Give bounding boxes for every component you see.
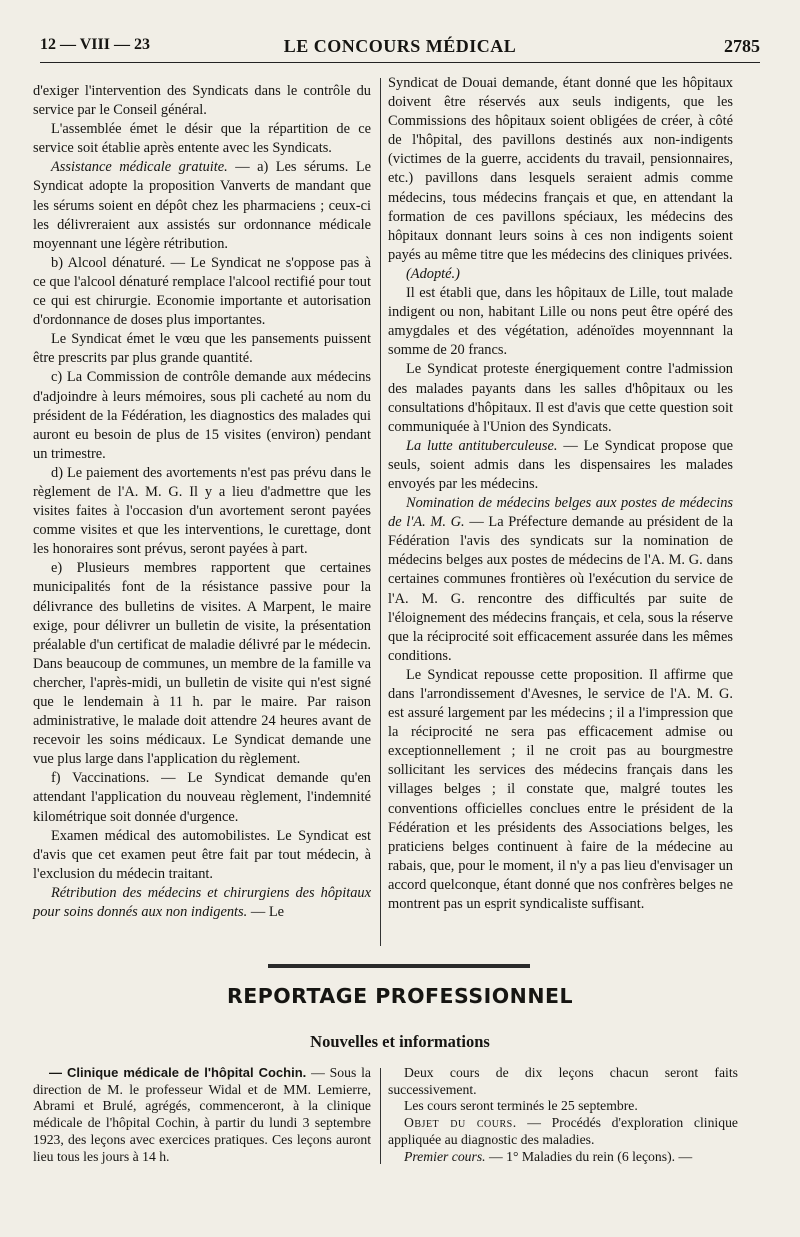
paragraph	[388, 265, 733, 284]
italic-heading: Assistance médicale gratuite.	[51, 159, 228, 176]
header-rule	[40, 62, 760, 63]
column-divider	[380, 78, 381, 946]
section-subtitle: Nouvelles et informations	[310, 1032, 490, 1051]
paragraph: Rétribution des médecins et chirurgiens des hôpitaux pour soins donnés aux non indigents. — Le	[33, 884, 371, 921]
paragraph: b) Alcool dénaturé. — Le Syndicat ne s'oppose pas à ce que l'alcool dénaturé remplace l'alcool rectifié pour tout ce qui est chirurgie. Economie importante et autorisation d'ordonnance de doses plus importantes.	[33, 254, 371, 329]
italic-heading: Nomination de médecins belges aux postes de médecins de l'A. M. G.	[388, 495, 733, 531]
journal-title: LE CONCOURS MÉDICAL	[283, 36, 517, 56]
paragraph: Le Syndicat repousse cette proposition. Il affirme que dans l'arrondissement d'Avesnes, le service de l'A. M. G. est assuré largement par les médecins ; il a l'impression que la réciprocité ne sera pas efficacement admise ou exceptionnellement ; il ne croit pas au bourgmestre sollicitant les services des médecins français dans les villages belges ; il constate que, malgré toutes les conventions officielles conclues entre le président de la Fédération et les présidents des Associations belges, les praticiens belges continuent à faire de la médecine au rabais, que, pour le moment, il n'y a pas lieu d'envisager un accord quelconque, étant donné que nos confrères belges ne montrent pas un esprit syndicaliste suffisant.	[388, 666, 733, 913]
news-lead: — Clinique médicale de l'hôpital Cochin.	[49, 1065, 307, 1080]
section-title: REPORTAGE PROFESSIONNEL	[226, 984, 574, 1008]
page-header	[40, 34, 760, 64]
paragraph: e) Plusieurs membres rapportent que certaines municipalités font de la résistance passive pour la délivrance des bulletins de visites. A Marpent, le maire exige, pour délivrer un bulletin de visite, la présentation préalable d'un certificat de maladie délivré par le médecin. Dans beaucoup de communes, un membre de la famille va chercher, l'après-midi, un bulletin de visite qui n'est signé que le lendemain à 11 h. par le maire. Par raison administrative, le malade doit attendre 24 heures avant de recevoir les soins médicaux. Le Syndicat demande une vue plus large dans l'application du règlement.	[33, 560, 371, 768]
news-right-column	[388, 1065, 738, 1165]
paragraph: f) Vaccinations. — Le Syndicat demande qu'en attendant l'application du nouveau règlement, l'indemnité kilométrique soit donnée d'urgence.	[33, 770, 371, 825]
paragraph: Il est établi que, dans les hôpitaux de Lille, tout malade indigent ou non, habitant Lille ou nons peut être opéré des amygdales et des végétation, adénoïdes moyennnant la somme de 20 francs.	[388, 285, 733, 359]
course-object-label: Objet du cours.	[404, 1115, 517, 1131]
paragraph: Premier cours. — 1° Maladies du rein (6 leçons). —	[404, 1148, 693, 1164]
folio: 12 — VIII — 23	[40, 36, 150, 53]
paragraph: c) La Commission de contrôle demande aux médecins d'adjoindre à leurs mémoires, sous pli cacheté au nom du président de la Fédération, les diagnostics des malades qui auront eu besoin de plus de 15 visites (environ) pendant un trimestre.	[33, 369, 371, 462]
paragraph: Deux cours de dix leçons chacun seront faits successivement.	[388, 1065, 738, 1097]
paragraph: La lutte antituberculeuse. — Le Syndicat propose que seuls, soient admis dans les dispensaires les malades envoyés par les médecins.	[388, 437, 733, 492]
paragraph: Le Syndicat émet le vœu que les pansements puissent être prescrits par plus grande quantité.	[33, 331, 371, 367]
paragraph: Objet du cours. — Procédés d'exploration clinique appliquée au diagnostic des maladies.	[388, 1115, 738, 1147]
paragraph: Assistance médicale gratuite. — a) Les sérums. Le Syndicat adopte la proposition Vanverts de mandant que les sérums soient en dépôt chez les pharmaciens ; ceux-ci les délivreraient aux assistés sur ordonnance médicale moyennant une légère rétribution.	[33, 159, 371, 252]
paragraph: Examen médical des automobilistes. Le Syndicat est d'avis que cet examen peut être fait par tout médecin, à l'exclusion du médecin traitant.	[33, 827, 371, 882]
paragraph: Syndicat de Douai demande, étant donné que les hôpitaux doivent être réservés aux seuls indigents, que les Commissions des hôpitaux soient obligées de créer, à côté de l'hôpital, des pavillons destinés aux non-indigents (victimes de la guerre, accidents du travail, pensionnaires, etc.) pavillons dans lesquels seraient admis comme médecins, tous médecins français et que, en attendant la formation de ces pavillons spéciaux, les médecins des hôpitaux donnant leurs soins à ces non indigents soient payés au même titre que les médecins des cliniques privées.	[388, 75, 733, 263]
paragraph: Nomination de médecins belges aux postes de médecins de l'A. M. G. — La Préfecture demande au président de la Fédération l'avis des syndicats sur la nomination de médecins belges aux postes de médecins de l'A. M. G. dans certaines communes frontières où l'exécution du service de l'A. M. G. rencontre des difficultés par suite de l'éloignement des médecins français, et cela, sous la réserve que la réciprocité soit efficacement assurée dans les mêmes conditions.	[388, 495, 733, 664]
right-column	[388, 74, 733, 914]
paragraph: Les cours seront terminés le 25 septembre.	[404, 1098, 638, 1114]
paragraph: Le Syndicat proteste énergiquement contre l'admission des malades payants dans les salles d'hôpitaux ou les consultations d'hôpitaux. Il est d'avis que cette question soit communiquée à l'Union des Syndicats.	[388, 361, 733, 435]
paragraph: d'exiger l'intervention des Syndicats dans le contrôle du service par le Conseil général.	[33, 83, 371, 119]
news-item: — Clinique médicale de l'hôpital Cochin. — Sous la direction de M. le professeur Widal et de MM. Lemierre, Abrami et Brulé, agrégés, commenceront, à la clinique médicale de l'hôpital Cochin, à partir du lundi 3 septembre 1923, des leçons avec exercices pratiques. Ces leçons auront lieu tous les jours à 14 h.	[33, 1065, 372, 1164]
section-separator	[268, 964, 530, 968]
column-divider	[380, 1068, 381, 1164]
italic-heading: La lutte antituberculeuse.	[406, 437, 558, 454]
italic-heading: Premier cours.	[404, 1148, 486, 1164]
italic-heading: Rétribution des médecins et chirurgiens des hôpitaux pour soins donnés aux non indigents.	[33, 884, 371, 921]
left-column	[33, 82, 371, 922]
adopted-note: (Adopté.)	[406, 265, 460, 282]
paragraph: d) Le paiement des avortements n'est pas prévu dans le règlement de l'A. M. G. Il y a lieu d'admettre que les visites faites à l'occasion d'un avortement seront payées comme visites et que les interventions, le curettage, dont les honoraires sont prévus, seront payées à part.	[33, 464, 371, 558]
page-number: 2785	[724, 36, 760, 56]
paragraph: L'assemblée émet le désir que la répartition de ce service soit établie après entente avec les Syndicats.	[33, 121, 371, 157]
news-left-column	[33, 1065, 371, 1165]
